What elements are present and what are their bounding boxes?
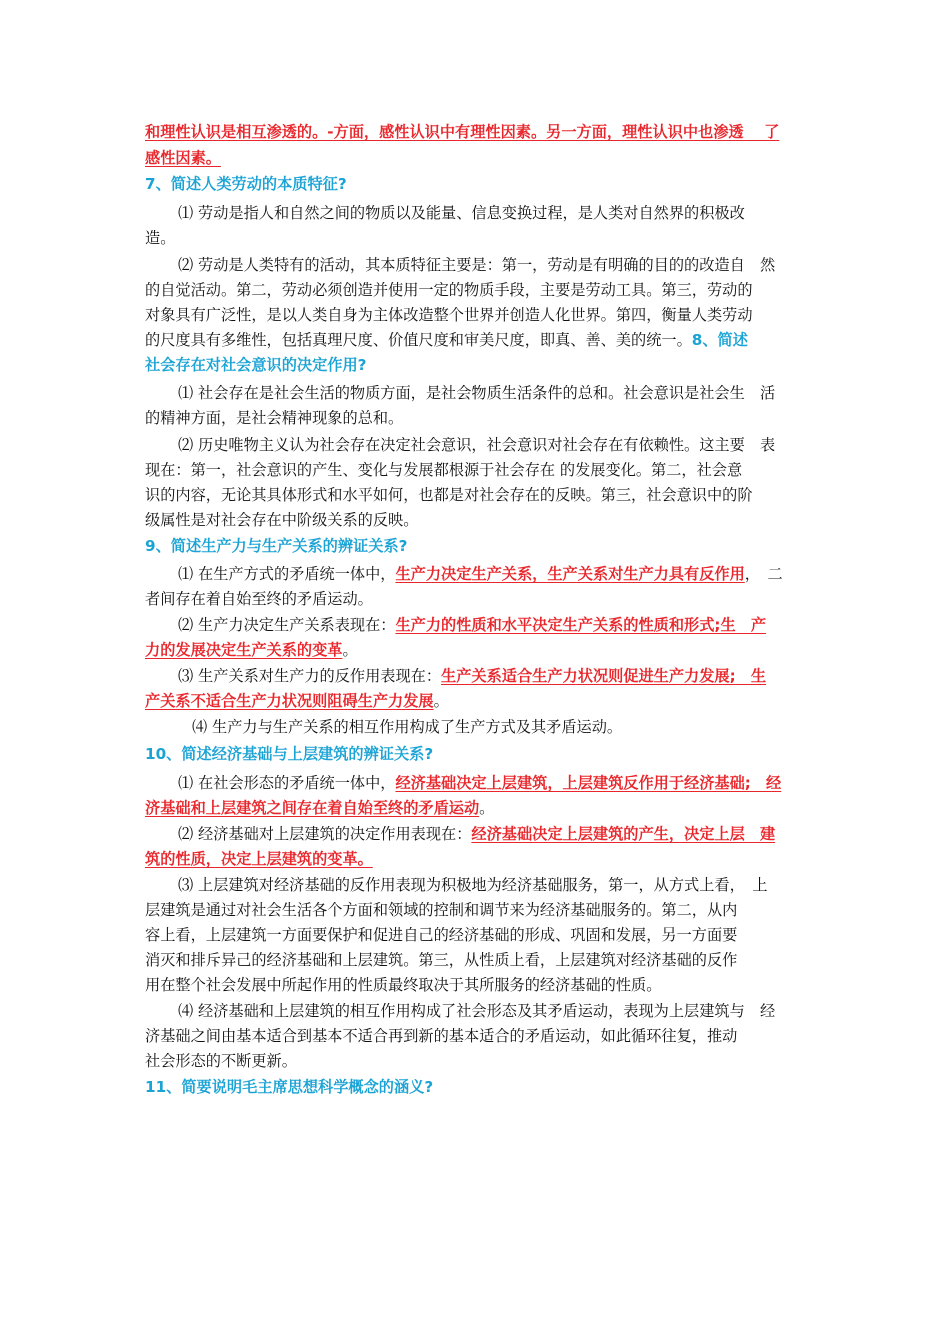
q10-para-4-line-2: 济基础之间由基本适合到基本不适合再到新的基本适合的矛盾运动，如此循环往复，推动	[145, 1027, 738, 1045]
q7-para-2-line-4-text: 的尺度具有多维性，包括真理尺度、价值尺度和审美尺度，即真、善、美的统一。	[145, 331, 692, 349]
q10-para-3-line-2: 层建筑是通过对社会生活各个方面和领域的控制和调节来为经济基础服务的。第二，从内	[145, 901, 738, 919]
q9-para-2-line-1	[178, 613, 805, 637]
q9-para-1-line-1	[178, 562, 805, 586]
q9-para-2-prefix: ⑵ 生产力决定生产关系表现在：	[178, 616, 396, 634]
q10-para-1-end: 。	[479, 799, 495, 817]
q10-para-1-line-2	[145, 796, 805, 820]
q10-para-3-line-5: 用在整个社会发展中所起作用的性质最终取决于其所服务的经济基础的性质。	[145, 976, 662, 994]
q7-para-2-line-1: ⑵ 劳动是人类特有的活动，其本质特征主要是：第一，劳动是有明确的目的的改造自 然	[178, 256, 776, 274]
q10-para-3-line-1: ⑶ 上层建筑对经济基础的反作用表现为积极地为经济基础服务，第一，从方式上看， 上	[178, 876, 768, 894]
intro-line-1	[145, 120, 805, 144]
q9-para-1-suffix: ， 二	[744, 565, 783, 583]
highlight-text: 济基础和上层建筑之间存在着自始至终的矛盾运动	[145, 799, 480, 817]
q10-para-3-line-3: 容上看，上层建筑一方面要保护和促进自己的经济基础的形成、巩固和发展，另一方面要	[145, 926, 738, 944]
highlight-text: 产关系不适合生产力状况则阻碍生产力发展	[145, 692, 434, 710]
q8-para-2-line-3: 识的内容，无论其具体形式和水平如何，也都是对社会存在的反映。第三，社会意识中的阶	[145, 486, 753, 504]
highlight-text: 生产力的性质和水平决定生产关系的性质和形式;生 产	[395, 616, 767, 634]
page-number-mark	[470, 1248, 482, 1258]
q8-para-2-line-4: 级属性是对社会存在中阶级关系的反映。	[145, 511, 419, 529]
question-11-title: 11、简要说明毛主席思想科学概念的涵义?	[145, 1078, 434, 1096]
q9-para-1-prefix: ⑴ 在生产方式的矛盾统一体中，	[178, 565, 396, 583]
question-8-title: 社会存在对社会意识的决定作用?	[145, 356, 367, 374]
highlight-text: 感性因素。	[145, 149, 221, 167]
q7-para-2-line-3: 对象具有广泛性，是以人类自身为主体改造整个世界并创造人化世界。第四，衡量人类劳动	[145, 306, 753, 324]
question-10-title: 10、简述经济基础与上层建筑的辨证关系?	[145, 745, 434, 763]
highlight-text: 经济基础决定上层建筑的产生，决定上层 建	[471, 825, 776, 843]
q9-para-1-line-2: 者间存在着自始至终的矛盾运动。	[145, 590, 373, 608]
q9-para-3-end: 。	[433, 692, 449, 710]
q9-para-3-prefix: ⑶ 生产关系对生产力的反作用表现在：	[178, 667, 442, 685]
highlight-text: 筑的性质，决定上层建筑的变革。	[145, 850, 373, 868]
q10-para-4-line-1: ⑷ 经济基础和上层建筑的相互作用构成了社会形态及其矛盾运动，表现为上层建筑与 经	[178, 1002, 776, 1020]
q10-para-1-line-1	[178, 771, 805, 795]
q9-para-3-line-1	[178, 664, 805, 688]
q9-para-2-end: 。	[342, 641, 358, 659]
intro-line-2	[145, 146, 805, 170]
q7-para-1-line-1: ⑴ 劳动是指人和自然之间的物质以及能量、信息变换过程，是人类对自然界的积极改	[178, 204, 745, 222]
q7-para-1-line-2: 造。	[145, 229, 176, 247]
q9-para-3-line-2	[145, 689, 805, 713]
q8-para-2-line-1: ⑵ 历史唯物主义认为社会存在决定社会意识，社会意识对社会存在有依赖性。这主要 表	[178, 436, 776, 454]
q10-para-1-prefix: ⑴ 在社会形态的矛盾统一体中，	[178, 774, 396, 792]
question-7-title: 7、简述人类劳动的本质特征?	[145, 175, 347, 193]
question-9-title: 9、简述生产力与生产关系的辨证关系?	[145, 537, 408, 555]
highlight-text: 生产关系适合生产力状况则促进生产力发展; 生	[441, 667, 767, 685]
q10-para-2-line-2	[145, 847, 805, 871]
q8-para-1-line-2: 的精神方面，是社会精神现象的总和。	[145, 409, 404, 427]
q10-para-2-prefix: ⑵ 经济基础对上层建筑的决定作用表现在：	[178, 825, 472, 843]
q9-para-2-line-2	[145, 638, 805, 662]
highlight-text: 生产力决定生产关系，生产关系对生产力具有反作用	[395, 565, 745, 583]
highlight-text: 力的发展决定生产关系的变革	[145, 641, 343, 659]
q8-para-2-line-2: 现在：第一，社会意识的产生、变化与发展都根源于社会存在 的发展变化。第二，社会意	[145, 461, 743, 479]
q9-para-4: ⑷ 生产力与生产关系的相互作用构成了生产方式及其矛盾运动。	[192, 718, 623, 736]
q10-para-4-line-3: 社会形态的不断更新。	[145, 1052, 297, 1070]
q10-para-3-line-4: 消灭和排斥异己的经济基础和上层建筑。第三，从性质上看，上层建筑对经济基础的反作	[145, 951, 738, 969]
question-8-title-start: 8、简述	[691, 331, 748, 349]
q7-para-2-line-2: 的自觉活动。第二，劳动必须创造并使用一定的物质手段，主要是劳动工具。第三，劳动的	[145, 281, 753, 299]
highlight-text: 经济基础决定上层建筑，上层建筑反作用于经济基础; 经	[395, 774, 782, 792]
highlight-text: 和理性认识是相互渗透的。-方面，感性认识中有理性因素。另一方面，理性认识中也渗透 了	[145, 123, 780, 141]
q8-para-1-line-1: ⑴ 社会存在是社会生活的物质方面，是社会物质生活条件的总和。社会意识是社会生 活	[178, 384, 776, 402]
q7-para-2-line-4	[145, 328, 805, 352]
q10-para-2-line-1	[178, 822, 805, 846]
